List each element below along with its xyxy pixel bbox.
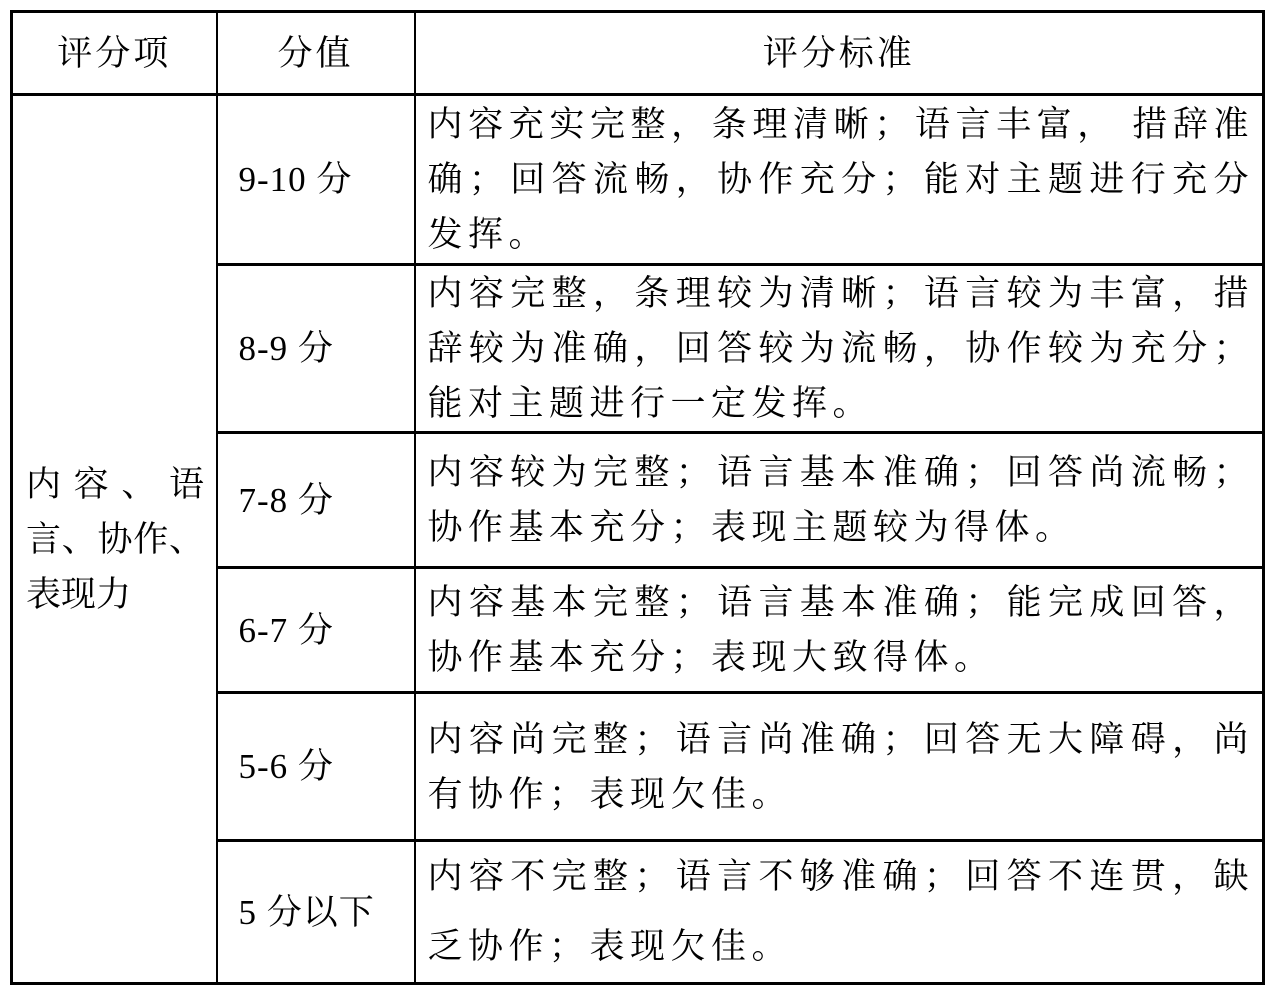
score-range-cell: 5-6 分 <box>217 693 415 841</box>
table-row <box>12 95 1264 265</box>
criteria-cell: 内容完整，条理较为清晰；语言较为丰富，措辞较为准确，回答较为流畅，协作较为充分；能对主题进行一定发挥。 <box>415 265 1264 433</box>
criteria-cell: 内容基本完整；语言基本准确；能完成回答，协作基本充分；表现大致得体。 <box>415 568 1264 693</box>
criteria-cell: 内容尚完整；语言尚准确；回答无大障碍，尚有协作；表现欠佳。 <box>415 693 1264 841</box>
scoring-item-cell <box>12 95 217 984</box>
score-range-cell: 8-9 分 <box>217 265 415 433</box>
criteria-cell: 内容充实完整，条理清晰；语言丰富， 措辞准确；回答流畅，协作充分；能对主题进行充分发挥。 <box>415 95 1264 265</box>
criteria-cell: 内容较为完整；语言基本准确；回答尚流畅；协作基本充分；表现主题较为得体。 <box>415 433 1264 568</box>
scoring-item-label: 内容、语言、协作、表现力 <box>26 464 204 614</box>
header-score-value: 分值 <box>217 12 415 95</box>
header-scoring-item: 评分项 <box>12 12 217 95</box>
score-range-cell: 7-8 分 <box>217 433 415 568</box>
header-row <box>12 12 1264 95</box>
score-range-cell: 5 分以下 <box>217 841 415 984</box>
score-range-cell: 6-7 分 <box>217 568 415 693</box>
header-scoring-criteria: 评分标准 <box>415 12 1264 95</box>
criteria-cell: 内容不完整；语言不够准确；回答不连贯，缺乏协作；表现欠佳。 <box>415 841 1264 984</box>
score-range-cell: 9-10 分 <box>217 95 415 265</box>
scoring-rubric-table <box>10 10 1265 985</box>
